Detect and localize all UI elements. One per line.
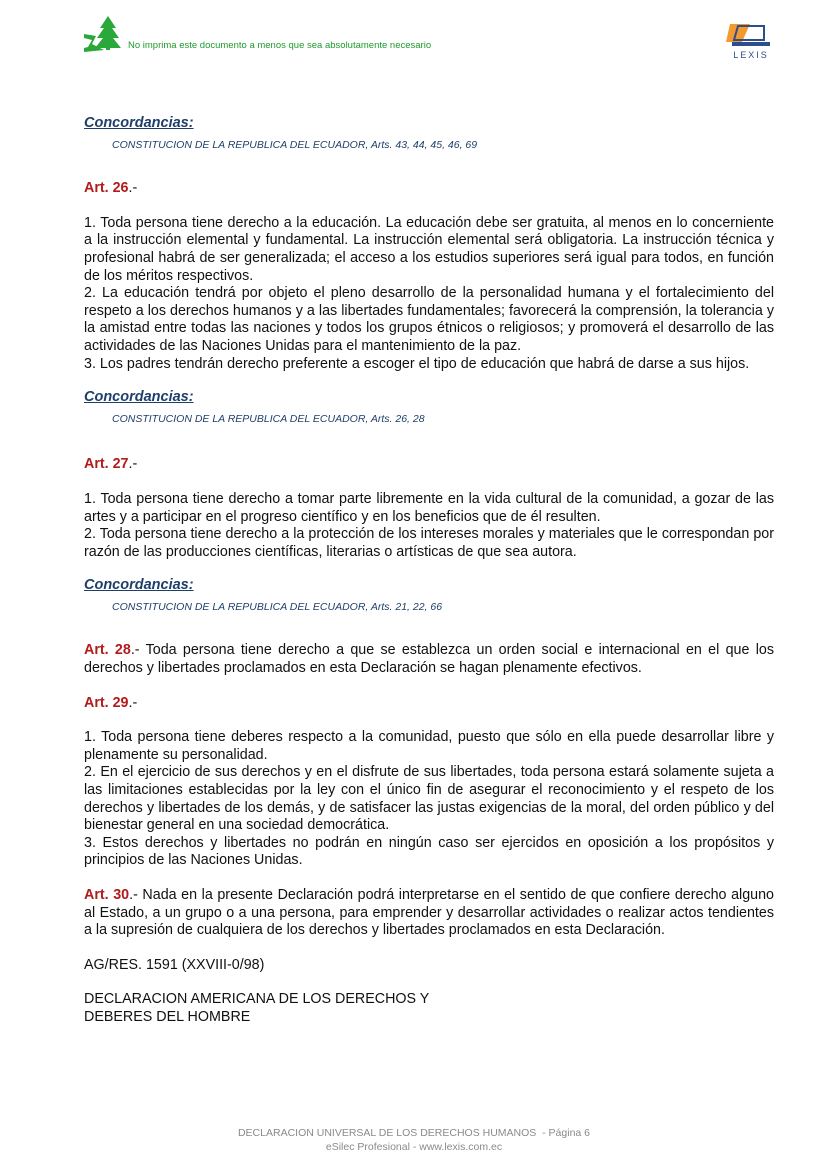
article-paragraph: 1. Toda persona tiene deberes respecto a la comunidad, puesto que sólo en ella puede desarrollar libre y plenamente su personalidad. (84, 729, 774, 763)
tree-logo-icon (82, 14, 126, 54)
article-text: .- Nada en la presente Declaración podrá interpretarse en el sentido de que confiere derecho alguno al Estado, a un grupo o a una persona, para emprender y desarrollar actividades o realizar actos tendientes a la supresión de cualquiera de los derechos y libertades proclamados en esta Declaración. (84, 887, 775, 939)
concordancias-heading: Concordancias: (84, 577, 194, 594)
next-document-title-line2: DEBERES DEL HOMBRE (84, 1008, 251, 1025)
brand-name: LEXIS (733, 50, 769, 60)
article-number: Art. 27 (84, 456, 129, 473)
article-heading: Art. 27.- (84, 456, 138, 473)
article-heading: Art. 29.- (84, 694, 138, 711)
article-26 (84, 180, 774, 373)
concordancias-heading: Concordancias: (84, 389, 194, 406)
footer-website: eSilec Profesional - www.lexis.com.ec (325, 1141, 503, 1153)
article-29 (84, 695, 774, 870)
article-number: Art. 29 (84, 694, 129, 711)
article-number: Art. 26 (84, 180, 129, 197)
article-28 (84, 642, 774, 677)
resolution-reference: AG/RES. 1591 (XXVIII-0/98) (84, 956, 265, 973)
article-number: Art. 30 (84, 887, 130, 903)
print-warning-note: No imprima este documento a menos que sea absolutamente necesario (128, 40, 432, 51)
concordancias-reference: CONSTITUCION DE LA REPUBLICA DEL ECUADOR, Arts. 26, 28 (112, 412, 425, 425)
article-paragraph: 2. La educación tendrá por objeto el pleno desarrollo de la personalidad humana y el fortalecimiento del respeto a los derechos humanos y a las libertades fundamentales; favorecerá la comprensión, la tolerancia y la amistad entre todas las naciones y todos los grupos étnicos o religiosos; y promoverá el desarrollo de las actividades de las Naciones Unidas para el mantenimiento de la paz. (84, 285, 774, 354)
page-footer (0, 1126, 828, 1154)
article-paragraph: 3. Estos derechos y libertades no podrán en ningún caso ser ejercidos en oposición a los propósitos y principios de las Naciones Unidas. (84, 834, 774, 869)
concordancias-reference: CONSTITUCION DE LA REPUBLICA DEL ECUADOR, Arts. 21, 22, 66 (112, 600, 443, 613)
article-30 (84, 887, 774, 940)
concordancias-heading: Concordancias: (84, 115, 194, 131)
footer-page-info: DECLARACION UNIVERSAL DE LOS DERECHOS HUMANOS - Página 6 (237, 1127, 591, 1139)
article-heading: Art. 26.- (84, 180, 138, 197)
article-paragraph: 2. En el ejercicio de sus derechos y en el disfrute de sus libertades, toda persona estará solamente sujeta a las limitaciones establecidas por la ley con el único fin de asegurar el reconocimiento y el respeto de los derechos y libertades de los demás, y de satisfacer las justas exigencias de la moral, del orden público y del bienestar general en una sociedad democrática. (84, 764, 774, 834)
article-number: Art. 28 (84, 642, 131, 659)
concordancias-reference: CONSTITUCION DE LA REPUBLICA DEL ECUADOR, Arts. 43, 44, 45, 46, 69 (112, 138, 478, 151)
concordancias-block (84, 577, 774, 616)
article-paragraph: 3. Los padres tendrán derecho preferente a escoger el tipo de educación que habrá de darse a sus hijos. (84, 355, 750, 372)
concordancias-block (84, 389, 774, 428)
article-paragraph: 2. Toda persona tiene derecho a la protección de los intereses morales y materiales que le correspondan por razón de las producciones científicas, literarias o artísticas de que sea autora. (84, 526, 774, 560)
next-document-title-line1: DECLARACION AMERICANA DE LOS DERECHOS Y (84, 991, 430, 1008)
document-body (84, 115, 774, 1027)
article-text: .- Toda persona tiene derecho a que se establezca un orden social e internacional en el que los derechos y libertades proclamados en esta Declaración se hagan plenamente efectivos. (84, 642, 775, 677)
article-paragraph: 1. Toda persona tiene derecho a la educación. La educación debe ser gratuita, al menos en lo concerniente a la instrucción elemental y fundamental. La instrucción elemental será obligatoria. La instrucción técnica y profesional habrá de ser generalizada; el acceso a los estudios superiores será igual para todos, en función de los méritos respectivos. (84, 214, 774, 284)
concordancias-block (84, 115, 774, 154)
article-paragraph: 1. Toda persona tiene derecho a tomar parte libremente en la vida cultural de la comunidad, a gozar de las artes y a participar en el progreso científico y en los beneficios que de él resulten. (84, 490, 774, 525)
page-header (82, 14, 782, 64)
article-27 (84, 456, 774, 561)
